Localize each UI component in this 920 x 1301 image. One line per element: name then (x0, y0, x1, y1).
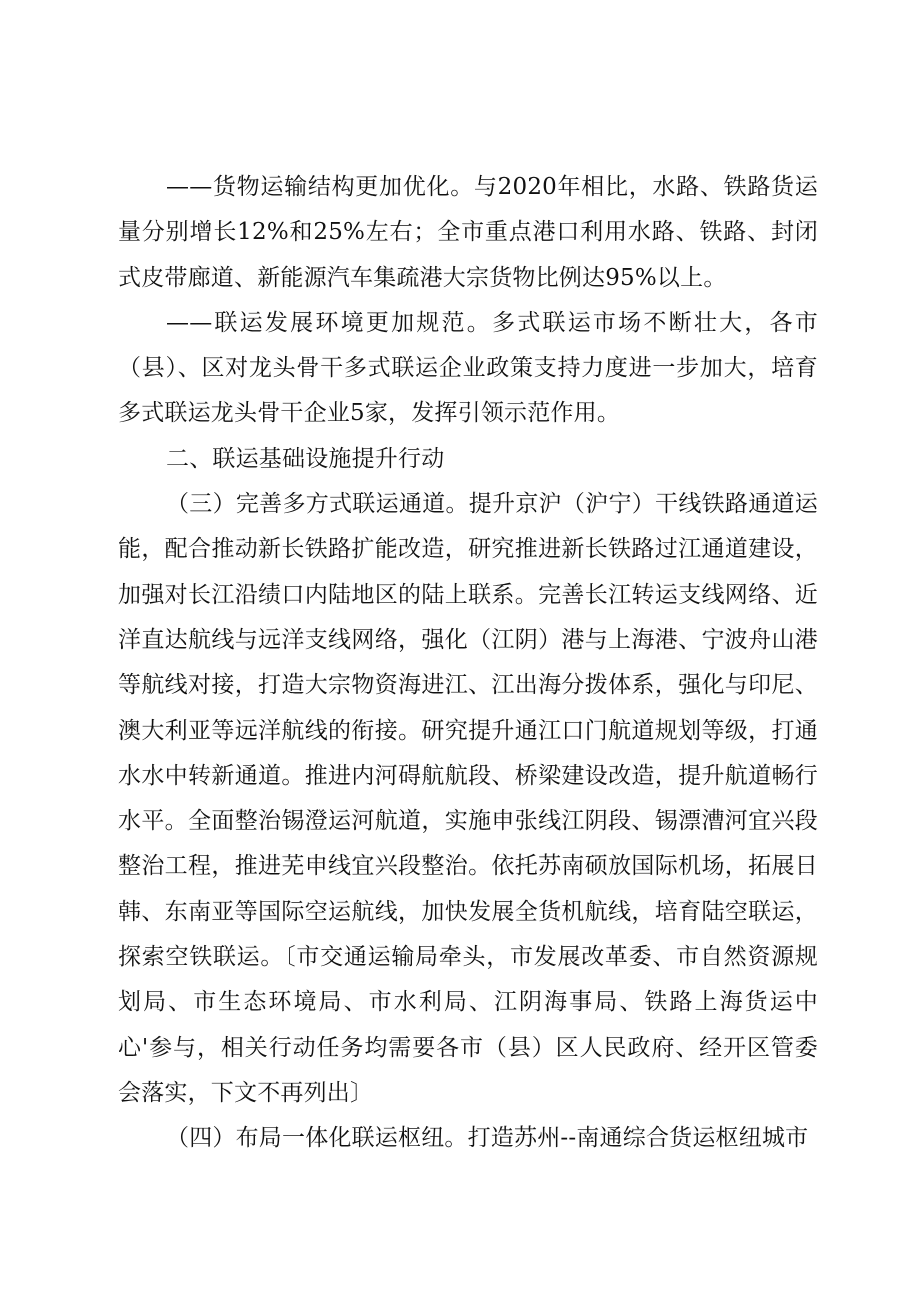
document-body (118, 165, 818, 1162)
paragraph-intermodal-corridors: （三）完善多方式联运通道。提升京沪（沪宁）干线铁路通道运能，配合推动新长铁路扩能改造，研究推进新长铁路过江通道建设，加强对长江沿绩口内陆地区的陆上联系。完善长江转运支线网络、近洋直达航线与远洋支线网络，强化（江阴）港与上海港、宁波舟山港等航线对接，打造大宗物资海进江、江出海分拨体系，强化与印尼、澳大利亚等远洋航线的衔接。研究提升通江口门航道规划等级，打通水水中转新通道。推进内河碍航航段、桥梁建设改造，提升航道畅行水平。全面整治锡澄运河航道，实施申张线江阴段、锡漂漕河宜兴段整治工程，推进芜申线宜兴段整治。依托苏南硕放国际机场，拓展日韩、东南亚等国际空运航线，加快发展全货机航线，培育陆空联运，探索空铁联运。〔市交通运输局牵头，市发展改革委、市自然资源规划局、市生态环境局、市水利局、江阴海事局、铁路上海货运中心'参与，相关行动任务均需要各市（县）区人民政府、经开区管委会落实，下文不再列出〕 (118, 491, 818, 1106)
paragraph-intermodal-hubs: （四）布局一体化联运枢纽。打造苏州--南通综合货运枢纽城市 (166, 1125, 809, 1152)
paragraph-freight-structure: ——货物运输结构更加优化。与2020年相比，水路、铁路货运量分别增长12%和25%左右；全市重点港口利用水路、铁路、封闭式皮带廊道、新能源汽车集疏港大宗货物比例达95%以上。 (118, 174, 818, 291)
paragraph-intermodal-environment: ——联运发展环境更加规范。多式联运市场不断壮大，各市（县）、区对龙头骨干多式联运企业政策支持力度进一步加大，培育多式联运龙头骨干企业5家，发挥引领示范作用。 (118, 309, 818, 427)
section-heading: 二、联运基础设施提升行动 (166, 445, 445, 472)
